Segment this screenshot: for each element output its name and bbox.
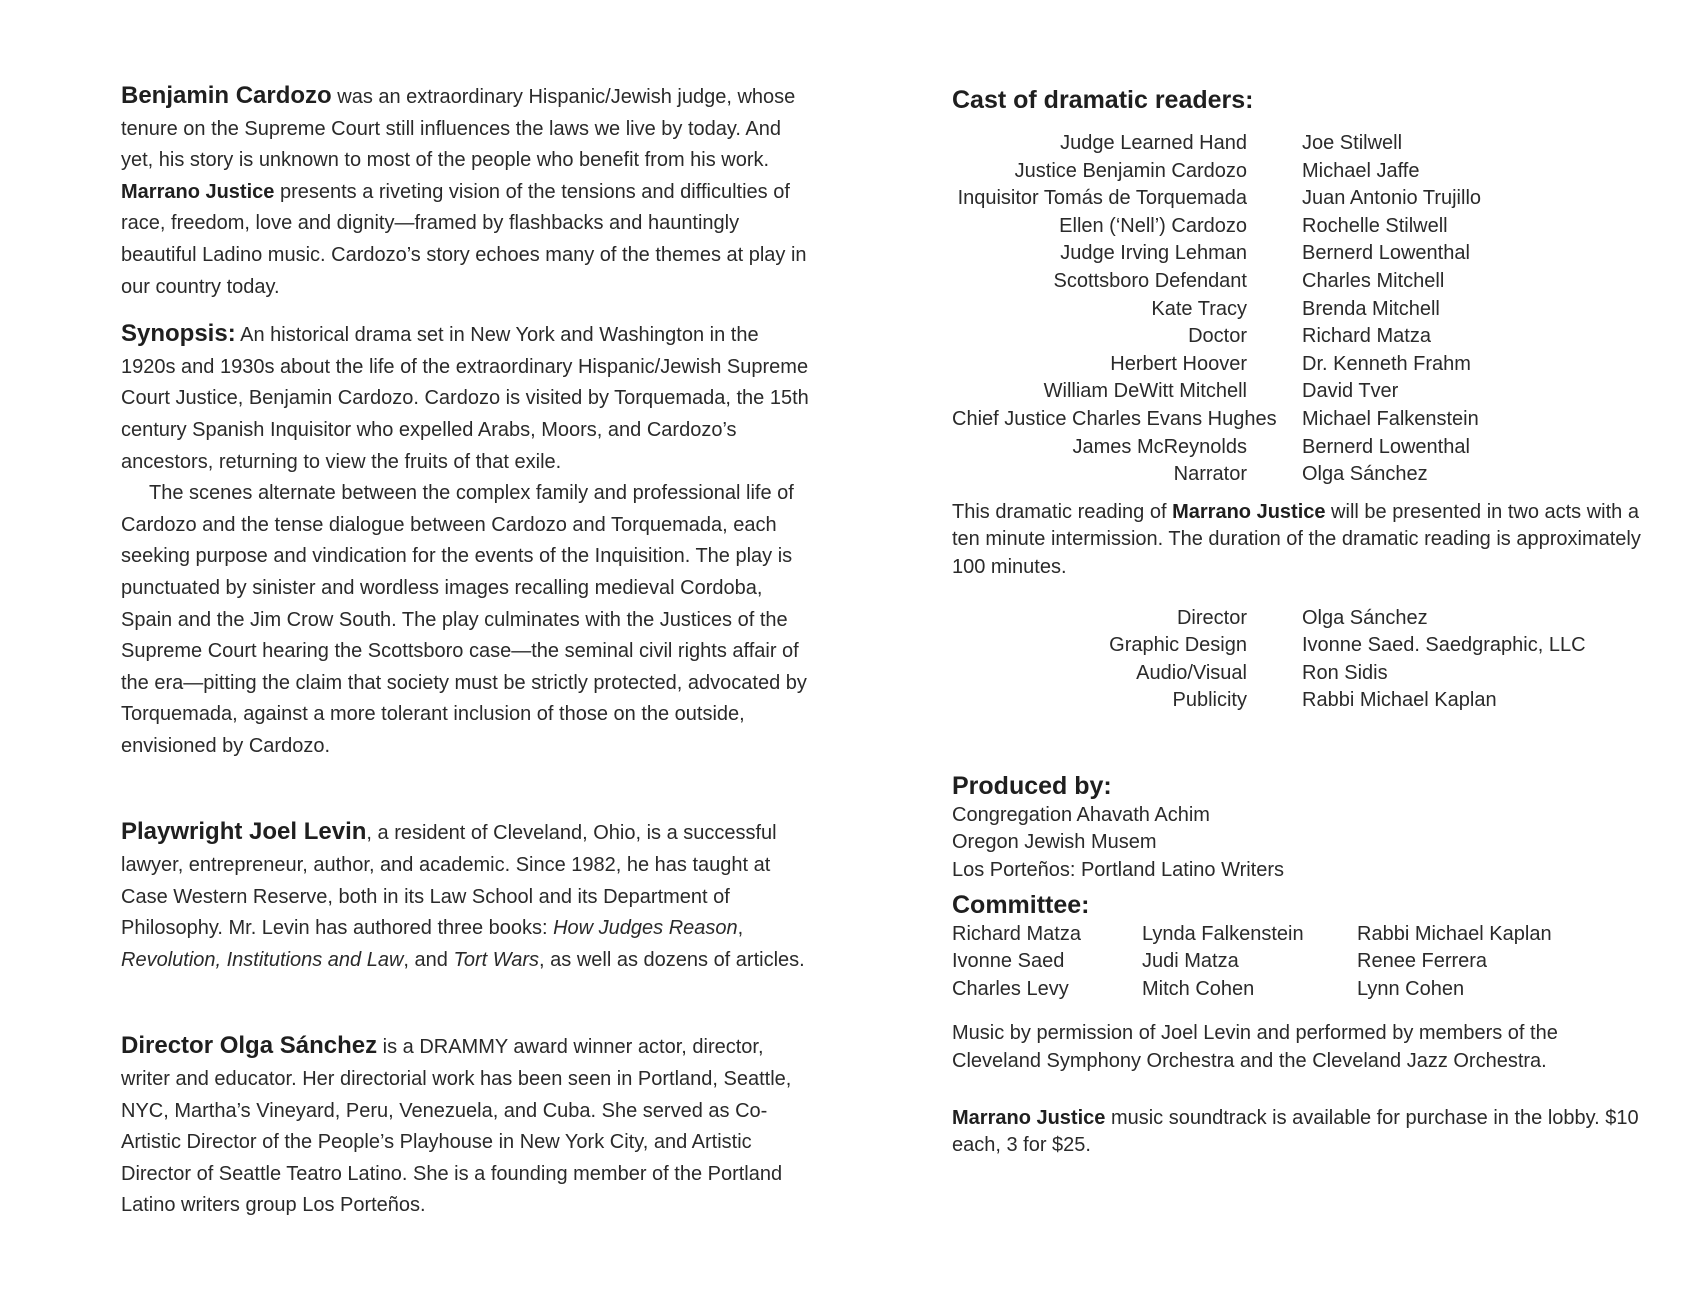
- book-sep-1: ,: [737, 917, 744, 940]
- cast-actor: Rochelle Stilwell: [1302, 214, 1448, 237]
- book-title-1: How Judges Reason: [553, 917, 738, 940]
- cast-role: Chief Justice Charles Evans Hughes: [952, 407, 1277, 430]
- book-sep-2: , and: [403, 948, 454, 971]
- producer-item: Los Porteños: Portland Latino Writers: [952, 859, 1285, 882]
- intro-lead: Benjamin Cardozo: [121, 82, 332, 109]
- producer-item: Congregation Ahavath Achim: [952, 803, 1210, 826]
- synopsis-paragraph: [121, 318, 811, 478]
- credit-role: Audio/Visual: [1136, 661, 1247, 684]
- synopsis-lead: Synopsis:: [121, 320, 236, 348]
- cast-heading: Cast of dramatic readers:: [952, 86, 1254, 114]
- committee-member: Ivonne Saed: [952, 950, 1065, 973]
- cast-role: Inquisitor Tomás de Torquemada: [957, 187, 1247, 210]
- cast-actor: Olga Sánchez: [1302, 463, 1428, 486]
- cast-actor: Michael Falkenstein: [1302, 407, 1479, 430]
- cast-role: Judge Learned Hand: [1060, 132, 1247, 154]
- credit-name: Ivonne Saed. Saedgraphic, LLC: [1302, 634, 1586, 657]
- intro-text-1: was an extraordinary Hispanic/Jewish judge, whose tenure on the Supreme Court still influences the laws we live by today. And yet, his story is unknown to most of the people who benefit from his work.: [121, 86, 796, 172]
- cast-role: Scottsboro Defendant: [1053, 269, 1247, 292]
- credit-name: Rabbi Michael Kaplan: [1302, 689, 1497, 712]
- committee-member: Lynn Cohen: [1357, 977, 1465, 1000]
- committee-member: Renee Ferrera: [1357, 950, 1488, 973]
- cast-actor: Michael Jaffe: [1302, 159, 1420, 182]
- book-title-3: Tort Wars: [453, 948, 540, 971]
- cast-role: Justice Benjamin Cardozo: [1014, 159, 1247, 182]
- cast-actor: Charles Mitchell: [1302, 269, 1445, 292]
- intro-title-bold: Marrano Justice: [121, 180, 275, 203]
- reading-info: [952, 499, 1652, 582]
- cast-list: [952, 130, 1652, 489]
- cast-role: William DeWitt Mitchell: [1043, 380, 1247, 403]
- soundtrack-title-bold: Marrano Justice: [952, 1106, 1106, 1129]
- cast-actor: Joe Stilwell: [1302, 132, 1403, 154]
- reading-text-1: This dramatic reading of: [952, 500, 1173, 523]
- credit-name: Olga Sánchez: [1302, 606, 1428, 629]
- cast-role: Herbert Hoover: [1110, 352, 1247, 375]
- book-title-2: Revolution, Institutions and Law: [121, 948, 404, 971]
- cast-actor: Bernerd Lowenthal: [1302, 435, 1470, 458]
- committee-member: Richard Matza: [952, 922, 1081, 945]
- committee-member: Mitch Cohen: [1142, 977, 1255, 1000]
- director-lead: Director Olga Sánchez: [121, 1032, 378, 1060]
- soundtrack-info: [952, 1105, 1652, 1160]
- committee-list: [952, 921, 1652, 1004]
- committee-member: Judi Matza: [1142, 950, 1239, 973]
- director-paragraph: [121, 1030, 811, 1222]
- produced-heading: Produced by:: [952, 771, 1112, 800]
- cast-role: James McReynolds: [1072, 435, 1247, 458]
- committee-member: Charles Levy: [952, 977, 1069, 1000]
- cast-actor: Juan Antonio Trujillo: [1302, 187, 1482, 210]
- cast-role: Judge Irving Lehman: [1060, 242, 1247, 265]
- reading-title-bold: Marrano Justice: [1172, 500, 1326, 523]
- music-credit: Music by permission of Joel Levin and performed by members of the Cleveland Symphony Orchestra and the Cleveland Jazz Orchestra.: [952, 1022, 1558, 1073]
- cast-actor: Brenda Mitchell: [1302, 297, 1440, 320]
- cast-actor: David Tver: [1302, 380, 1399, 403]
- playwright-paragraph: [121, 816, 811, 976]
- synopsis-paragraph-2: The scenes alternate between the complex family and professional life of Cardozo and the tense dialogue between Cardozo and Torquemada, each seeking purpose and vindication for the events of the Inquisition. The play is punctuated by sinister and wordless images recalling medieval Cordoba, Spain and the Jim Crow South. The play culminates with the Justices of the Supreme Court hearing the Scottsboro case—the seminal civil rights affair of the era—pitting the claim that society must be strictly protected, advocated by Torquemada, against a more tolerant inclusion of those on the outside, envisioned by Cardozo.: [121, 482, 807, 757]
- cast-actor: Richard Matza: [1302, 325, 1431, 348]
- cast-role: Ellen (‘Nell’) Cardozo: [1059, 214, 1247, 237]
- credit-role: Graphic Design: [1109, 634, 1247, 657]
- producer-item: Oregon Jewish Musem: [952, 831, 1157, 854]
- credit-role: Publicity: [1172, 689, 1247, 712]
- director-text: is a DRAMMY award winner actor, director, writer and educator. Her directorial work has been seen in Portland, Seattle, NYC, Martha’s Vineyard, Peru, Venezuela, and Cuba. She served as Co-Artistic Director of the People’s Playhouse in New York City, and Artistic Director of Seattle Teatro Latino. She is a founding member of the Portland Latino writers group Los Porteños.: [121, 1036, 792, 1217]
- committee-member: Rabbi Michael Kaplan: [1357, 922, 1552, 945]
- cast-actor: Bernerd Lowenthal: [1302, 242, 1470, 265]
- credit-role: Director: [1176, 606, 1247, 629]
- playwright-text-1: , a resident of Cleveland, Ohio, is a successful lawyer, entrepreneur, author, and academic. Since 1982, he has taught at Case Western Reserve, both in its Law School and its Department of Philosophy. Mr. Levin has authored three books:: [121, 822, 777, 940]
- right-column: [952, 80, 1652, 1160]
- committee-heading: Committee:: [952, 890, 1090, 919]
- committee-member: Lynda Falkenstein: [1142, 922, 1304, 945]
- cast-role: Kate Tracy: [1151, 297, 1247, 320]
- cast-role: Narrator: [1173, 463, 1247, 486]
- playwright-text-2: , as well as dozens of articles.: [539, 948, 805, 971]
- intro-text-2: presents a riveting vision of the tensions and difficulties of race, freedom, love and dignity—framed by flashbacks and hauntingly beautiful Ladino music. Cardozo’s story echoes many of the themes at play in our country today.: [121, 180, 807, 298]
- reading-text-2: will be presented in two acts with a ten minute intermission. The duration of the dramatic reading is approximately 100 minutes.: [952, 500, 1641, 578]
- playwright-lead: Playwright Joel Levin: [121, 818, 367, 846]
- left-column: [121, 80, 811, 1222]
- producers-list: [952, 802, 1652, 885]
- credit-name: Ron Sidis: [1302, 661, 1388, 684]
- synopsis-text: An historical drama set in New York and Washington in the 1920s and 1930s about the life of the extraordinary Hispanic/Jewish Supreme Court Justice, Benjamin Cardozo. Cardozo is visited by Torquemada, the 15th century Spanish Inquisitor who expelled Arabs, Moors, and Cardozo’s ancestors, returning to view the fruits of that exile.: [121, 324, 809, 473]
- intro-paragraph: [121, 80, 811, 303]
- cast-role: Doctor: [1188, 325, 1247, 348]
- soundtrack-text: music soundtrack is available for purchase in the lobby. $10 each, 3 for $25.: [952, 1106, 1639, 1157]
- cast-actor: Dr. Kenneth Frahm: [1302, 352, 1471, 375]
- credits-list: [952, 605, 1652, 715]
